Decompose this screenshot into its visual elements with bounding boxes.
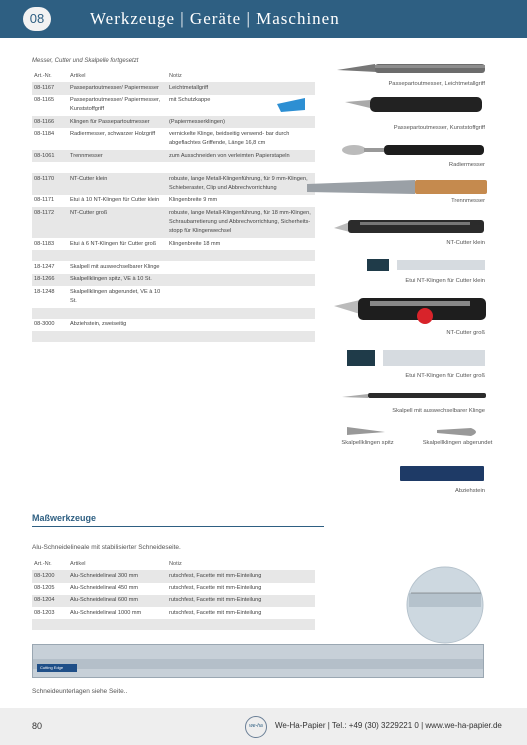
knife-row [32, 274, 315, 286]
ruler-image [32, 644, 484, 678]
contact-line: We-Ha-Papier | Tel.: +49 (30) 3229221 0 | www.we-ha-papier.de [275, 721, 502, 730]
ruler-detail-image [405, 565, 485, 645]
ruler-band [33, 659, 483, 669]
knife-table [32, 70, 315, 342]
article-name: Etui à 10 NT-Klingen für Cutter klein [70, 197, 160, 204]
ruler-row [32, 583, 315, 595]
caption-trennmesser: Trennmesser [451, 198, 485, 204]
table-spacer-row [32, 162, 315, 173]
table-spacer-row [32, 619, 315, 630]
article-note: Leichtmetallgriff [167, 82, 315, 94]
etui-small-image [365, 256, 490, 276]
article-name: Alu-Schneidelineal 300 mm [68, 570, 167, 582]
abziehstein-image [398, 464, 488, 484]
nt-cutter-large-image [330, 292, 490, 332]
passepartout-plastic-image [275, 92, 490, 120]
skalpell-image [340, 388, 490, 404]
knife-row [32, 195, 315, 207]
article-name: Skalpellklingen spitz, VE à 10 St. [68, 274, 167, 286]
caption-etui-large: Etui NT-Klingen für Cutter groß [405, 373, 485, 379]
page-number: 80 [32, 721, 43, 731]
article-number: 18-1248 [34, 288, 55, 295]
caption-radiermesser: Radiermesser [448, 162, 485, 168]
article-note: (Papiermesserklingen) [167, 116, 315, 128]
chapter-number: 08 [23, 7, 51, 31]
article-note [167, 286, 315, 308]
article-number: 08-1184 [34, 130, 55, 137]
column-header: Artikel [70, 72, 86, 79]
knife-row [32, 173, 315, 195]
article-number: 08-1183 [34, 240, 55, 247]
caption-skalpell: Skalpell mit auswechselbarer Klinge [392, 408, 485, 414]
knife-row [32, 319, 315, 331]
section-caption: Messer, Cutter und Skalpelle fortgesetzt [32, 58, 139, 64]
spitz-blade-image [345, 424, 390, 438]
caption-spitz: Skalpellklingen spitz [341, 440, 394, 446]
radiermesser-image [340, 140, 490, 162]
article-note: zum Ausschneiden von verleimten Papierstapeln [167, 150, 315, 162]
article-note [167, 274, 315, 286]
table-header-row [32, 558, 315, 570]
knife-row [32, 116, 315, 128]
article-name: Klingen für Passepartoutmesser [68, 116, 167, 128]
article-number: 08-1204 [32, 595, 68, 607]
column-header: Artikel [70, 560, 86, 567]
page-footer [0, 708, 527, 745]
article-name: Abziehstein, zweiseitig [70, 321, 127, 328]
article-number: 08-1203 [34, 609, 55, 616]
article-number: 08-1171 [34, 197, 55, 204]
ruler-table [32, 558, 315, 630]
knife-row [32, 128, 315, 150]
article-note: rutschfest, Facette mit mm-Einteilung [169, 585, 262, 592]
article-note: robuste, lange Metall-Klingenführung, für 18 mm-Klingen, Schraubarretierung und Abbrechvorrichtung, Sicherheits- stopp für Klingenwechsel [167, 207, 315, 238]
page-header [0, 0, 527, 38]
article-number: 08-1166 [32, 116, 68, 128]
footnote: Schneideunterlagen siehe Seite.. [32, 688, 128, 695]
caption-passepartout-metal: Passepartoutmesser, Leichtmetallgriff [388, 81, 485, 87]
caption-etui-small: Etui NT-Klingen für Cutter klein [405, 278, 485, 284]
passepartout-metal-image [335, 58, 490, 80]
table-spacer-row [32, 308, 315, 319]
article-number: 08-1170 [32, 173, 68, 195]
ruler-row [32, 595, 315, 607]
abgerundet-blade-image [435, 424, 485, 438]
article-number: 08-3000 [34, 321, 55, 328]
article-note: Klingenbreite 18 mm [169, 240, 221, 247]
table-spacer-row [32, 331, 315, 342]
knife-row [32, 238, 315, 250]
article-number: 08-1165 [34, 97, 55, 104]
article-name: Etui à 6 NT-Klingen für Cutter groß [70, 240, 157, 247]
etui-large-image [345, 346, 490, 372]
article-name: Skalpell mit auswechselbarer Klinge [70, 263, 160, 270]
section-intro: Alu-Schneidelineale mit stabilisierter Schneideseite. [32, 544, 181, 551]
knife-row [32, 207, 315, 238]
article-note: rutschfest, Facette mit mm-Einteilung [167, 595, 315, 607]
trennmesser-image [305, 176, 490, 198]
knife-row [32, 150, 315, 162]
article-note [167, 319, 315, 331]
ruler-row [32, 607, 315, 619]
article-name: Alu-Schneidelineal 1000 mm [70, 609, 142, 616]
article-note [167, 261, 315, 273]
article-name: Skalpellklingen abgerundet, VE à 10 St. [70, 288, 161, 304]
article-note: rutschfest, Facette mit mm-Einteilung [169, 609, 262, 616]
caption-abgerundet: Skalpellklingen abgerundet [422, 440, 493, 446]
article-number: 08-1200 [32, 570, 68, 582]
article-name: Trennmesser [68, 150, 167, 162]
caption-nt-cutter-small: NT-Cutter klein [446, 240, 485, 246]
column-header: Art.-Nr. [34, 72, 52, 79]
we-ha-logo: we-ha [245, 716, 267, 738]
knife-row [32, 286, 315, 308]
caption-abziehstein: Abziehstein [455, 488, 485, 494]
article-note: robuste, lange Metall-Klingenführung, für 9 mm-Klingen, Schieberaster, Clip und Abbrechvorrichtung [167, 173, 315, 195]
article-number: 08-1205 [34, 585, 55, 592]
column-header: Notiz [169, 72, 182, 79]
knife-row [32, 261, 315, 273]
column-header: Notiz [169, 560, 182, 567]
article-number: 18-1247 [34, 263, 55, 270]
table-header-row [32, 70, 315, 82]
page-title: Werkzeuge | Geräte | Maschinen [90, 9, 340, 28]
article-name: Alu-Schneidelineal 600 mm [68, 595, 167, 607]
ruler-brand-tag: Cutting Edge [37, 664, 77, 672]
knife-row [32, 82, 315, 94]
article-number: 08-1061 [32, 150, 68, 162]
nt-cutter-small-image [330, 214, 490, 238]
article-note: vernickelte Klinge, beidseitig verwend- bar durch abgeflachtes Griffende, Länge 16,8 cm [169, 130, 290, 147]
table-spacer-row [32, 250, 315, 261]
caption-nt-cutter-large: NT-Cutter groß [446, 330, 485, 336]
article-note: Klingenbreite 9 mm [169, 197, 218, 204]
article-name: NT-Cutter groß [68, 207, 167, 238]
column-header: Art.-Nr. [34, 560, 52, 567]
caption-passepartout-plastic: Passepartoutmesser, Kunststoffgriff [393, 125, 485, 131]
article-number: 08-1167 [32, 82, 68, 94]
article-name: Passepartoutmesser/ Papiermesser [68, 82, 167, 94]
knife-row [32, 95, 315, 117]
section-title: Maßwerkzeuge [32, 513, 324, 527]
article-number: 08-1172 [32, 207, 68, 238]
article-name: Radiermesser, schwarzer Holzgriff [70, 130, 156, 137]
article-note: mit Schutzkappe [169, 97, 211, 104]
article-name: Alu-Schneidelineal 450 mm [70, 585, 139, 592]
article-name: NT-Cutter klein [68, 173, 167, 195]
article-name: Passepartoutmesser/ Papiermesser, Kunststoffgriff [70, 97, 161, 113]
article-number: 18-1266 [32, 274, 68, 286]
article-note: rutschfest, Facette mit mm-Einteilung [167, 570, 315, 582]
ruler-row [32, 570, 315, 582]
